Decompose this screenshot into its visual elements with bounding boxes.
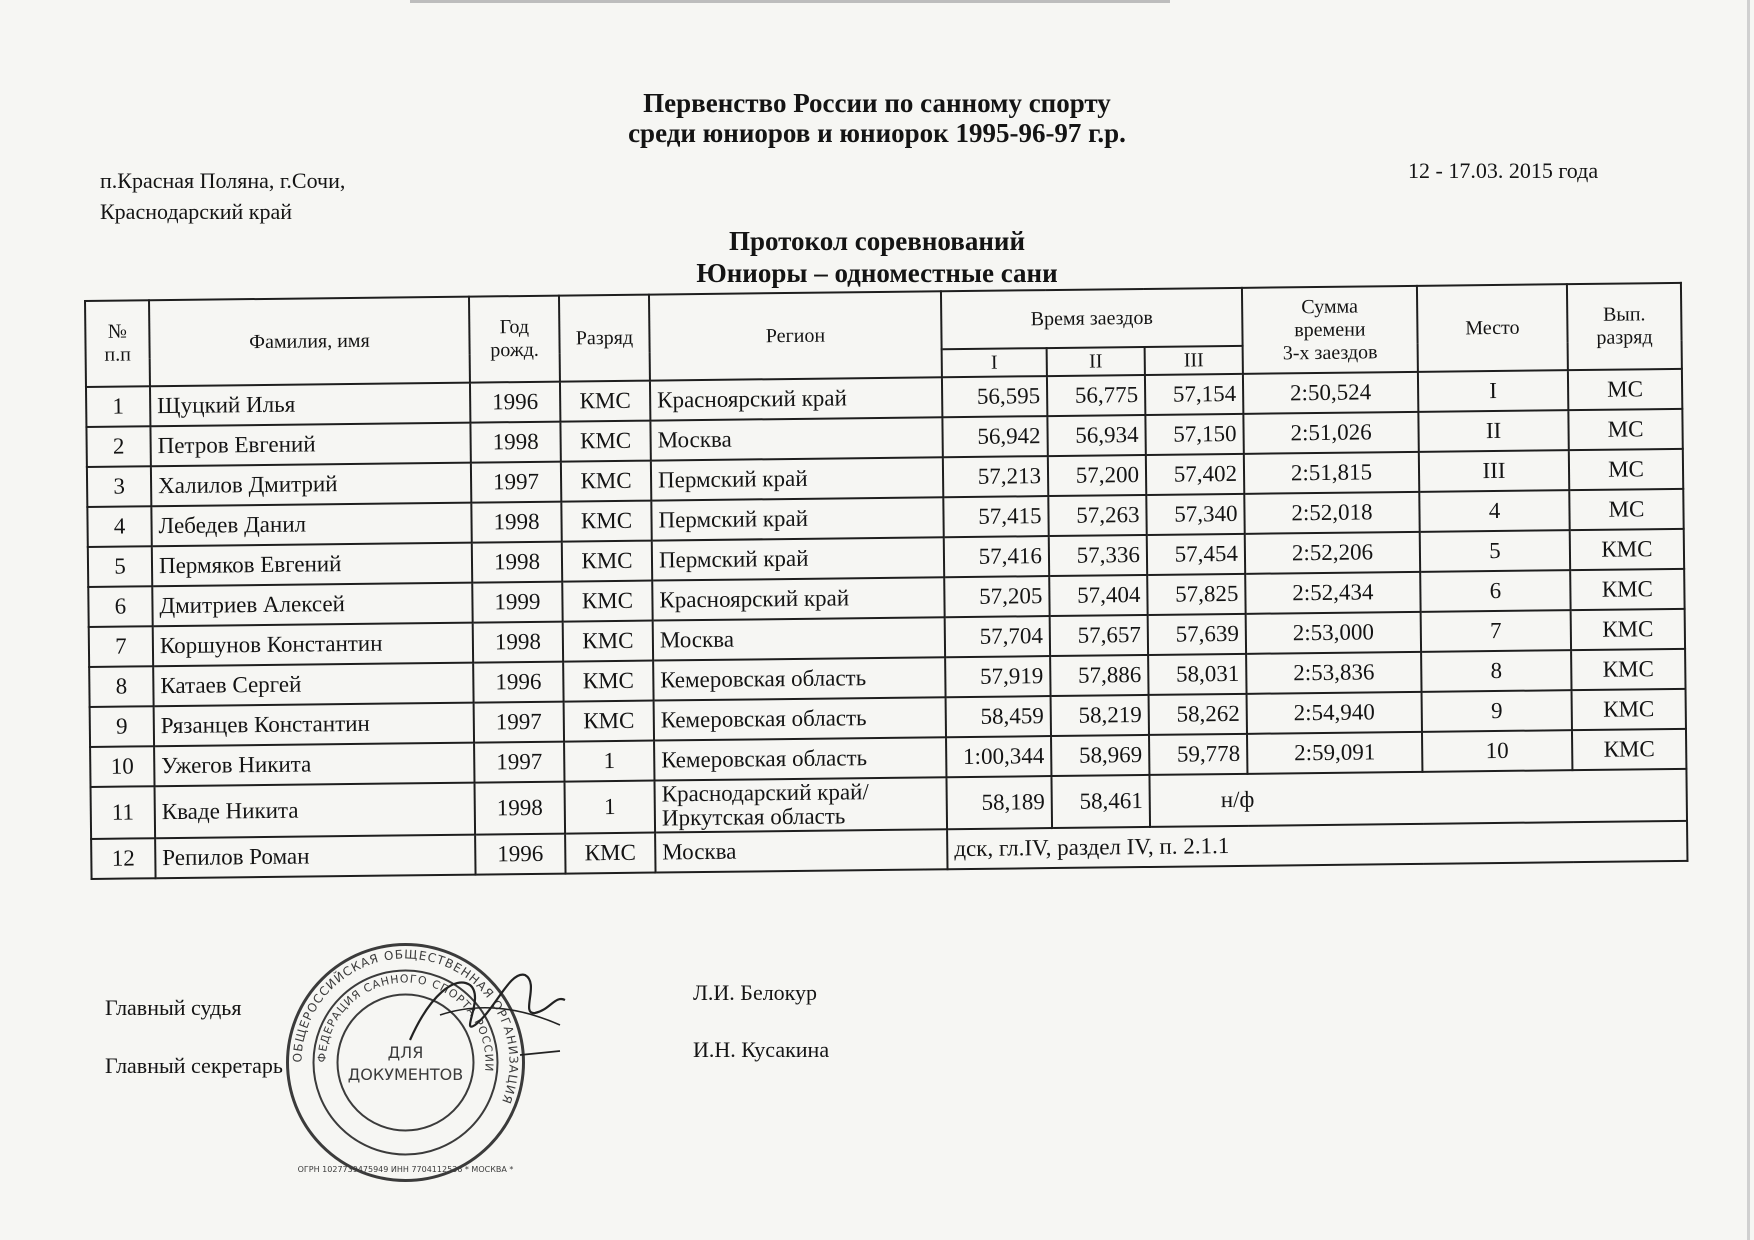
cell-run-1: 57,416 bbox=[944, 536, 1049, 577]
cell-rank: КМС bbox=[560, 421, 650, 462]
cell-num: 10 bbox=[90, 746, 154, 787]
cell-run-2: 57,657 bbox=[1050, 615, 1148, 656]
header-rank: Разряд bbox=[559, 295, 650, 382]
chief-judge-label: Главный судья bbox=[105, 995, 242, 1020]
title-line-2: среди юниоров и юниорок 1995-96-97 г.р. bbox=[628, 118, 1126, 148]
cell-region bbox=[654, 777, 947, 832]
cell-done-rank: КМС bbox=[1571, 649, 1685, 690]
cell-run-1: 57,205 bbox=[944, 576, 1049, 617]
cell-num: 9 bbox=[90, 706, 154, 747]
cell-num: 6 bbox=[88, 586, 152, 627]
cell-year: 1998 bbox=[472, 542, 562, 583]
cell-note: дск, гл.IV, раздел IV, п. 2.1.1 bbox=[947, 821, 1687, 869]
cell-run-1: 57,919 bbox=[945, 656, 1050, 697]
cell-year: 1997 bbox=[471, 462, 561, 503]
cell-run-3: 58,031 bbox=[1148, 654, 1246, 695]
cell-sum: 2:52,206 bbox=[1245, 532, 1420, 574]
cell-run-2: 57,336 bbox=[1049, 535, 1147, 576]
cell-region: Москва bbox=[650, 417, 942, 460]
cell-year: 1999 bbox=[472, 582, 562, 623]
cell-name: Халилов Дмитрий bbox=[151, 463, 471, 507]
cell-place: II bbox=[1418, 410, 1568, 452]
cell-run-2: 58,969 bbox=[1051, 735, 1149, 776]
cell-run-1: 1:00,344 bbox=[946, 736, 1051, 777]
cell-done-rank: МС bbox=[1568, 409, 1682, 450]
cell-rank: КМС bbox=[565, 833, 655, 874]
cell-year: 1998 bbox=[471, 502, 561, 543]
cell-rank: КМС bbox=[560, 381, 650, 422]
cell-num: 11 bbox=[91, 786, 156, 839]
cell-place: III bbox=[1419, 450, 1569, 492]
cell-run-1: 58,189 bbox=[946, 776, 1052, 829]
cell-run-3: 58,262 bbox=[1149, 694, 1247, 735]
cell-sum: 2:51,026 bbox=[1243, 412, 1418, 454]
stamp-center-line-1: ДЛЯ bbox=[387, 1043, 424, 1062]
cell-done-rank: МС bbox=[1568, 369, 1682, 410]
handwritten-signature-icon bbox=[400, 955, 570, 1065]
region-line-2: Иркутская область bbox=[661, 803, 846, 831]
cell-sum: 2:53,836 bbox=[1246, 652, 1421, 694]
cell-run-2: 57,886 bbox=[1050, 655, 1148, 696]
stamp-bottom-text: ОГРН 1027739475949 ИНН 7704112536 * МОСКВА * bbox=[297, 1165, 514, 1174]
cell-name: Кваде Никита bbox=[155, 783, 476, 839]
cell-run-3: 57,154 bbox=[1145, 374, 1243, 415]
cell-num: 7 bbox=[89, 626, 153, 667]
cell-year: 1998 bbox=[470, 422, 560, 463]
result-rows bbox=[86, 369, 1687, 879]
cell-sum: 2:51,815 bbox=[1244, 452, 1419, 494]
cell-run-1: 57,415 bbox=[943, 496, 1048, 537]
region-line-1: Краснодарский край/ bbox=[661, 779, 869, 807]
event-date: 12 - 17.03. 2015 года bbox=[1408, 158, 1599, 183]
cell-run-3: 57,639 bbox=[1148, 614, 1246, 655]
cell-name: Репилов Роман bbox=[155, 835, 475, 879]
header-place: Место bbox=[1417, 284, 1568, 372]
cell-run-1: 57,704 bbox=[945, 616, 1050, 657]
chief-secretary-label: Главный секретарь bbox=[105, 1053, 283, 1078]
cell-run-2: 56,934 bbox=[1047, 415, 1145, 456]
cell-year: 1997 bbox=[474, 742, 564, 783]
cell-num: 4 bbox=[87, 506, 151, 547]
cell-region: Пермский край bbox=[651, 497, 943, 540]
cell-run-3: 57,825 bbox=[1147, 574, 1245, 615]
cell-year: 1996 bbox=[475, 834, 565, 875]
cell-sum: 2:50,524 bbox=[1243, 372, 1418, 414]
header-year: Год рожд. bbox=[469, 296, 560, 383]
cell-done-rank: КМС bbox=[1571, 609, 1685, 650]
cell-num: 1 bbox=[86, 386, 150, 427]
cell-year: 1996 bbox=[470, 382, 560, 423]
cell-name: Ужегов Никита bbox=[154, 743, 474, 787]
header-run-3: III bbox=[1145, 346, 1243, 375]
cell-sum: 2:54,940 bbox=[1247, 692, 1422, 734]
cell-run-1: 56,595 bbox=[942, 376, 1047, 417]
cell-sum: 2:53,000 bbox=[1246, 612, 1421, 654]
stamp-outer-text: ОБЩЕРОССИЙСКАЯ ОБЩЕСТВЕННАЯ ОРГАНИЗАЦИЯ bbox=[290, 947, 521, 1107]
cell-place: 10 bbox=[1422, 730, 1572, 772]
venue bbox=[100, 165, 345, 227]
cell-sum: 2:59,091 bbox=[1247, 732, 1422, 774]
cell-rank: КМС bbox=[562, 541, 652, 582]
cell-region: Москва bbox=[653, 617, 945, 660]
cell-place: 6 bbox=[1420, 570, 1570, 612]
cell-rank: 1 bbox=[564, 741, 654, 782]
cell-region: Кемеровская область bbox=[653, 657, 945, 700]
cell-name: Петров Евгений bbox=[150, 423, 470, 467]
cell-done-rank: КМС bbox=[1570, 569, 1684, 610]
cell-num: 12 bbox=[91, 838, 155, 879]
cell-place: I bbox=[1418, 370, 1568, 412]
cell-run-2: 57,200 bbox=[1048, 455, 1146, 496]
results-table bbox=[84, 282, 1688, 880]
cell-year: 1996 bbox=[473, 662, 563, 703]
header-region: Регион bbox=[649, 291, 942, 380]
cell-run-2: 58,219 bbox=[1051, 695, 1149, 736]
cell-region: Пермский край bbox=[651, 457, 943, 500]
cell-run-1: 57,213 bbox=[943, 456, 1048, 497]
header-done-rank: Вып. разряд bbox=[1567, 283, 1682, 370]
cell-note: н/ф bbox=[1149, 769, 1687, 827]
cell-year: 1997 bbox=[474, 702, 564, 743]
header-name: Фамилия, имя bbox=[149, 297, 470, 387]
cell-num: 5 bbox=[88, 546, 152, 587]
header-run-1: I bbox=[942, 348, 1047, 377]
venue-line-1: п.Красная Поляна, г.Сочи, bbox=[100, 168, 346, 193]
cell-done-rank: КМС bbox=[1572, 729, 1686, 770]
cell-name: Катаев Сергей bbox=[153, 663, 473, 707]
scan-edge-top bbox=[410, 0, 1170, 3]
cell-place: 9 bbox=[1422, 690, 1572, 732]
cell-rank: КМС bbox=[563, 661, 653, 702]
scan-edge-right bbox=[1747, 0, 1750, 1240]
cell-place: 5 bbox=[1420, 530, 1570, 572]
stamp-center-line-2: ДОКУМЕНТОВ bbox=[347, 1065, 464, 1084]
cell-region: Кемеровская область bbox=[654, 697, 946, 740]
cell-region: Москва bbox=[655, 829, 947, 872]
cell-year: 1998 bbox=[474, 782, 565, 835]
cell-name: Лебедев Данил bbox=[151, 503, 471, 547]
cell-run-3: 57,150 bbox=[1145, 414, 1243, 455]
cell-sum: 2:52,018 bbox=[1244, 492, 1419, 534]
cell-run-3: 57,340 bbox=[1146, 494, 1244, 535]
cell-name: Щуцкий Илья bbox=[150, 383, 470, 427]
cell-place: 4 bbox=[1419, 490, 1569, 532]
header-sum: Сумма времени 3-х заездов bbox=[1242, 286, 1418, 374]
cell-name: Рязанцев Константин bbox=[154, 703, 474, 747]
title-line-1: Первенство России по санному спорту bbox=[643, 88, 1111, 118]
cell-place: 7 bbox=[1421, 610, 1571, 652]
cell-rank: 1 bbox=[564, 781, 655, 834]
cell-run-2: 56,775 bbox=[1047, 375, 1145, 416]
cell-rank: КМС bbox=[561, 461, 651, 502]
cell-region: Пермский край bbox=[652, 537, 944, 580]
chief-secretary-name: И.Н. Кусакина bbox=[693, 1037, 830, 1062]
chief-judge-name: Л.И. Белокур bbox=[693, 980, 818, 1005]
stamp-inner-text: ФЕДЕРАЦИЯ САННОГО СПОРТА РОССИИ bbox=[315, 972, 496, 1073]
cell-run-2: 58,461 bbox=[1051, 775, 1150, 828]
cell-place: 8 bbox=[1421, 650, 1571, 692]
cell-year: 1998 bbox=[473, 622, 563, 663]
cell-done-rank: КМС bbox=[1570, 529, 1684, 570]
cell-run-3: 59,778 bbox=[1149, 734, 1247, 775]
protocol-subtitle: Юниоры – одноместные сани bbox=[696, 258, 1058, 288]
header-run-2: II bbox=[1047, 347, 1145, 376]
cell-done-rank: МС bbox=[1569, 449, 1683, 490]
cell-run-1: 58,459 bbox=[946, 696, 1051, 737]
cell-run-2: 57,263 bbox=[1048, 495, 1146, 536]
cell-num: 8 bbox=[89, 666, 153, 707]
cell-run-1: 56,942 bbox=[942, 416, 1047, 457]
cell-rank: КМС bbox=[561, 501, 651, 542]
cell-region: Красноярский край bbox=[650, 377, 942, 420]
cell-name: Коршунов Константин bbox=[153, 623, 473, 667]
header-runs: Время заездов bbox=[941, 288, 1243, 349]
cell-name: Пермяков Евгений bbox=[152, 543, 472, 587]
cell-rank: КМС bbox=[562, 581, 652, 622]
cell-num: 3 bbox=[87, 466, 151, 507]
cell-name: Дмитриев Алексей bbox=[152, 583, 472, 627]
cell-done-rank: КМС bbox=[1572, 689, 1686, 730]
cell-region: Красноярский край bbox=[652, 577, 944, 620]
header-row bbox=[85, 283, 1682, 359]
protocol-title: Протокол соревнований bbox=[728, 226, 1025, 256]
cell-run-3: 57,402 bbox=[1146, 454, 1244, 495]
cell-rank: КМС bbox=[563, 621, 653, 662]
venue-line-2: Краснодарский край bbox=[100, 199, 293, 224]
cell-run-3: 57,454 bbox=[1147, 534, 1245, 575]
cell-done-rank: МС bbox=[1569, 489, 1683, 530]
cell-sum: 2:52,434 bbox=[1245, 572, 1420, 614]
cell-rank: КМС bbox=[564, 701, 654, 742]
header-num: № п.п bbox=[85, 300, 150, 387]
cell-num: 2 bbox=[86, 426, 150, 467]
cell-region: Кемеровская область bbox=[654, 737, 946, 780]
cell-run-2: 57,404 bbox=[1049, 575, 1147, 616]
